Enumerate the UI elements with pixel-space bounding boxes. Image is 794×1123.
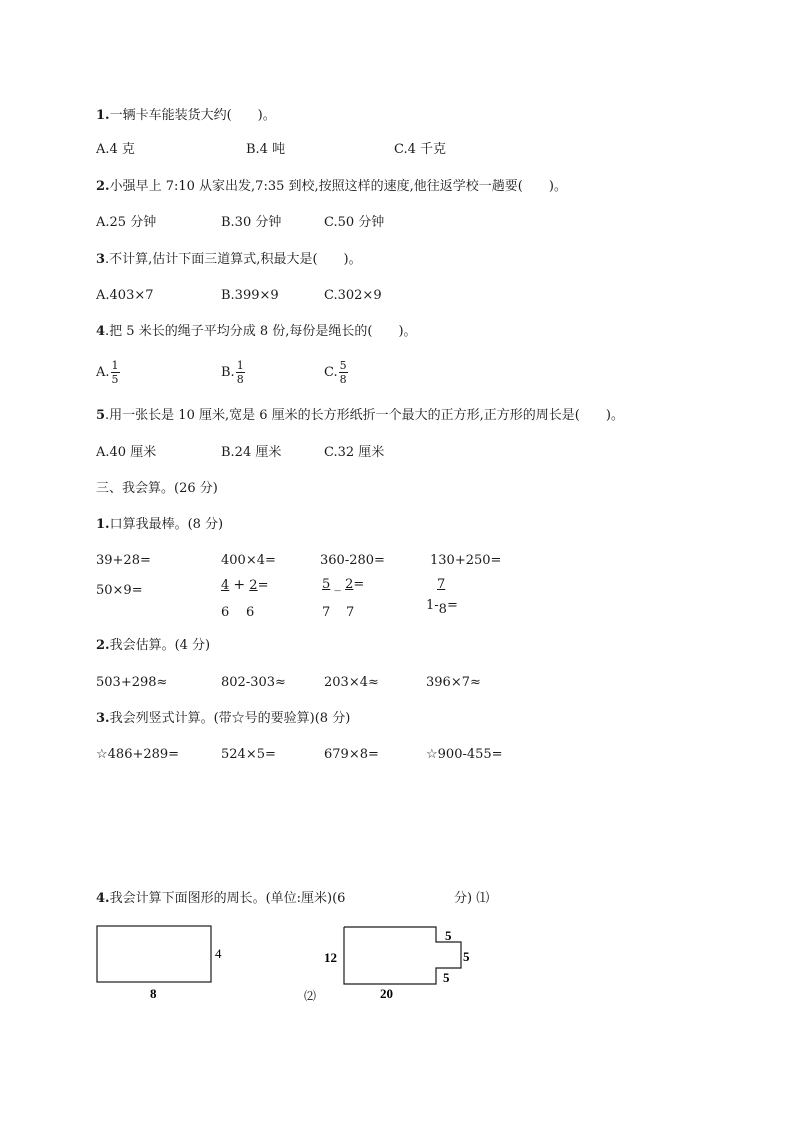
- notch-right-label: 5: [463, 949, 470, 964]
- question-number: 4: [96, 324, 106, 339]
- rect-width-label: 8: [150, 986, 157, 1001]
- fraction: $\frac{1}{8}$: [236, 359, 244, 386]
- figure-2-label: ⑵: [304, 989, 317, 1003]
- estimate-item: 203×4≈: [324, 675, 379, 690]
- question-2: [96, 180, 567, 193]
- rect-height-label: 4: [215, 946, 222, 961]
- fraction-expression: 1-8=: [426, 598, 458, 617]
- oral-item: 50×9=: [96, 583, 143, 598]
- question-1: [96, 109, 276, 122]
- fraction-denominator: 7: [346, 605, 355, 620]
- option-c: C. $\frac{5}{8}$: [324, 359, 347, 386]
- part-3-heading: 3.我会列竖式计算。(带☆号的要验算)(8 分): [96, 711, 351, 726]
- question-4: [96, 325, 417, 338]
- question-3: [96, 253, 362, 266]
- fraction-denominator: 6: [246, 605, 255, 620]
- estimate-item: 396×7≈: [426, 675, 481, 690]
- question-number: 2.: [96, 179, 110, 194]
- vertical-calc-item: 524×5=: [221, 747, 276, 762]
- part-4-heading-end: 分) ⑴: [454, 891, 490, 906]
- notched-shape-figure: [318, 920, 478, 1005]
- vertical-calc-item: ☆900-455=: [426, 747, 503, 762]
- section-title: 三、我会算。(26 分): [96, 481, 218, 496]
- question-text: .用一张长是 10 厘米,宽是 6 厘米的长方形纸折一个最大的正方形,正方形的周长是( )。: [105, 408, 624, 423]
- option-b: B.399×9: [221, 288, 279, 303]
- option-a: A. $\frac{1}{5}$: [96, 359, 119, 386]
- fraction-numerator: 7: [437, 577, 446, 592]
- part-2-heading: 2.我会估算。(4 分): [96, 638, 211, 653]
- option-c: C.4 千克: [394, 142, 447, 157]
- part-4-heading: 4.我会计算下面图形的周长。(单位:厘米)(6: [96, 891, 346, 906]
- oral-item: 360-280=: [320, 553, 385, 568]
- estimate-item: 503+298≈: [96, 675, 168, 690]
- fraction: $\frac{1}{5}$: [111, 359, 119, 386]
- shape-height-label: 12: [324, 950, 337, 965]
- fraction: $\frac{5}{8}$: [339, 359, 347, 386]
- fraction-expression: 4 + 2=: [221, 577, 269, 593]
- notch-bottom-label: 5: [443, 970, 450, 985]
- vertical-calc-item: ☆486+289=: [96, 747, 180, 762]
- question-number: 5: [96, 408, 106, 423]
- notch-top-label: 5: [445, 928, 452, 943]
- oral-item: 39+28=: [96, 553, 151, 568]
- question-number: 3: [96, 252, 106, 267]
- option-b: B.4 吨: [246, 142, 286, 157]
- option-b: B.30 分钟: [221, 215, 282, 230]
- option-a: A.4 克: [96, 142, 135, 157]
- question-text: 小强早上 7:10 从家出发,7:35 到校,按照这样的速度,他往返学校一趟要( )。: [109, 179, 567, 194]
- option-b: B. $\frac{1}{8}$: [221, 359, 244, 386]
- estimate-item: 802-303≈: [221, 675, 286, 690]
- question-text: .不计算,估计下面三道算式,积最大是( )。: [105, 252, 362, 267]
- fraction-denominator: 6: [221, 605, 230, 620]
- vertical-calc-item: 679×8=: [324, 747, 379, 762]
- option-c: C.302×9: [324, 288, 382, 303]
- option-b: B.24 厘米: [221, 445, 282, 460]
- oral-item: 400×4=: [221, 553, 276, 568]
- fraction-expression: 5 _ 2=: [322, 577, 365, 592]
- oral-item: 130+250=: [430, 553, 502, 568]
- question-text: 一辆卡车能装货大约( )。: [109, 108, 276, 123]
- option-a: A.403×7: [96, 288, 154, 303]
- option-c: C.32 厘米: [324, 445, 385, 460]
- fraction-denominator: 7: [322, 605, 331, 620]
- question-text: .把 5 米长的绳子平均分成 8 份,每份是绳长的( )。: [105, 324, 417, 339]
- rectangle-figure: [90, 920, 240, 1005]
- shape-bottom-label: 20: [380, 986, 393, 1001]
- option-c: C.50 分钟: [324, 215, 385, 230]
- part-1-heading: 1.口算我最棒。(8 分): [96, 517, 224, 532]
- rectangle-outline: [97, 926, 211, 982]
- question-5: [96, 409, 624, 422]
- question-number: 1.: [96, 108, 110, 123]
- option-a: A.25 分钟: [96, 215, 157, 230]
- option-a: A.40 厘米: [96, 445, 157, 460]
